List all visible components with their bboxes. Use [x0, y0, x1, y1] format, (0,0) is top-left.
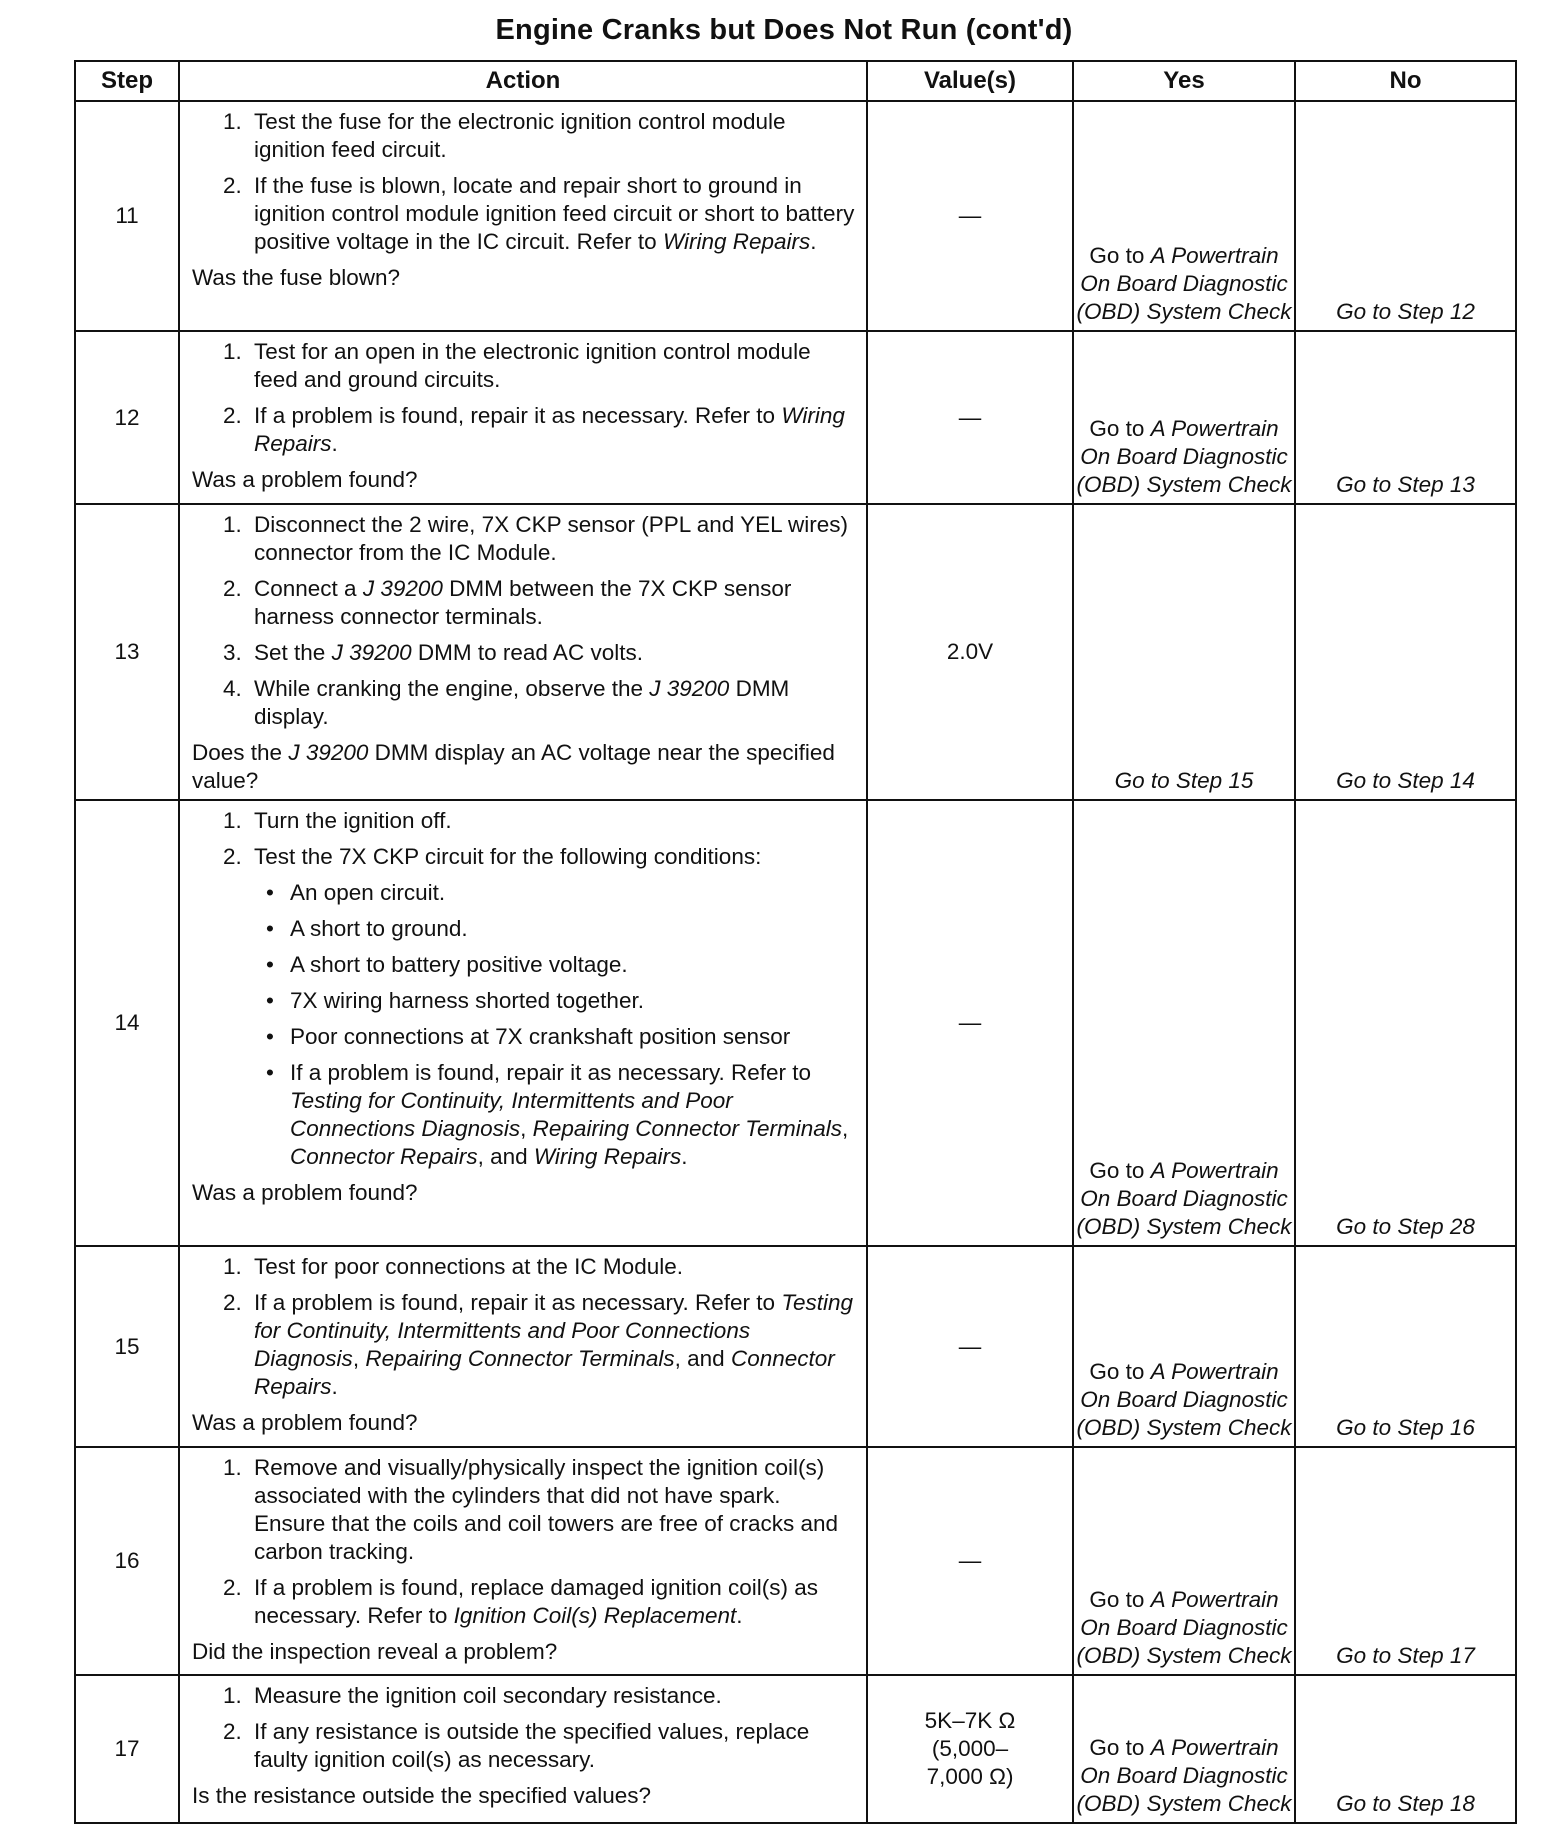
action-text: If a problem is found, repair it as necessary. Refer to: [254, 403, 782, 428]
reference-link: Wiring Repairs: [254, 403, 845, 456]
value-cell: —: [867, 101, 1073, 331]
action-item: [248, 843, 856, 1171]
reference-link: Repairing Connector Terminals: [532, 1116, 842, 1141]
action-text: Remove and visually/physically inspect the ignition coil(s) associated with the cylinders that did not have spark. Ensure that the coils and coil towers are free of cracks and carbon tracking.: [254, 1455, 839, 1564]
yes-cell: [1073, 1447, 1295, 1675]
no-cell: Go to Step 28: [1295, 800, 1516, 1246]
reference-link: Connector Repairs: [254, 1346, 835, 1399]
action-question: Does the J 39200 DMM display an AC voltage near the specified value?: [192, 740, 835, 793]
action-item: [248, 1718, 856, 1774]
action-text: While cranking the engine, observe the: [254, 676, 650, 701]
yes-reference: A Powertrain On Board Diagnostic (OBD) System Check: [1076, 416, 1292, 497]
reference-link: Wiring Repairs: [533, 1144, 682, 1169]
action-question: Was a problem found?: [192, 1180, 418, 1205]
step-number: 11: [75, 101, 179, 331]
action-item: [248, 1682, 856, 1710]
no-cell: Go to Step 13: [1295, 331, 1516, 504]
yes-go-text: Go to: [1089, 416, 1151, 441]
yes-reference: A Powertrain On Board Diagnostic (OBD) System Check: [1076, 1359, 1292, 1440]
yes-reference: A Powertrain On Board Diagnostic (OBD) System Check: [1076, 243, 1292, 324]
action-question: Did the inspection reveal a problem?: [192, 1639, 558, 1664]
table-row: [75, 101, 1516, 331]
action-item: [248, 1454, 856, 1566]
step-number: 15: [75, 1246, 179, 1447]
action-cell: [179, 1675, 867, 1823]
yes-go-text: Go to: [1089, 1587, 1151, 1612]
tool-name: J 39200: [649, 676, 730, 701]
step-number: 17: [75, 1675, 179, 1823]
header-no: No: [1295, 61, 1516, 101]
action-question: Is the resistance outside the specified values?: [192, 1783, 652, 1808]
yes-reference: A Powertrain On Board Diagnostic (OBD) System Check: [1076, 1587, 1292, 1668]
value-cell: —: [867, 331, 1073, 504]
action-cell: [179, 1447, 867, 1675]
action-text: DMM to read AC volts.: [411, 640, 643, 665]
page-title: Engine Cranks but Does Not Run (cont'd): [495, 14, 1073, 46]
action-question: Was the fuse blown?: [192, 265, 401, 290]
yes-cell: Go to Step 15: [1073, 504, 1295, 800]
condition-list: [254, 879, 856, 1171]
action-steps: [192, 807, 856, 1171]
yes-go-text: Go to: [1089, 1359, 1151, 1384]
action-question: Was a problem found?: [192, 1410, 418, 1435]
table-row: [75, 1246, 1516, 1447]
value-cell: —: [867, 800, 1073, 1246]
list-item: • Poor connections at 7X crankshaft position sensor: [286, 1023, 856, 1051]
list-item: • A short to ground.: [286, 915, 856, 943]
tool-name: J 39200: [362, 576, 443, 601]
yes-reference: A Powertrain On Board Diagnostic (OBD) System Check: [1076, 1735, 1292, 1816]
action-steps: [192, 1253, 856, 1401]
action-text: DMM between the 7X CKP sensor harness connector terminals.: [254, 576, 792, 629]
action-cell: [179, 101, 867, 331]
reference-link: Testing for Continuity, Intermittents and Poor Connections Diagnosis: [254, 1290, 854, 1371]
action-steps: [192, 108, 856, 256]
tool-name: J 39200: [288, 740, 369, 765]
action-item: [248, 639, 856, 667]
list-item: • If a problem is found, repair it as necessary. Refer to Testing for Continuity, Intermittents and Poor Connections Diagnosis, Repairing Connector Terminals, Connector Repairs, and Wiring Repairs.: [286, 1059, 856, 1171]
table-row: [75, 331, 1516, 504]
yes-go-text: Go to: [1089, 1735, 1151, 1760]
step-number: 16: [75, 1447, 179, 1675]
action-steps: [192, 338, 856, 458]
action-item: 2. If a problem is found, repair it as necessary. Refer to Testing for Continuity, Intermittents and Poor Connections Diagnosis, Repairing Connector Terminals, and Connector Repairs.: [248, 1289, 856, 1401]
action-item: [248, 807, 856, 835]
action-item: [248, 575, 856, 631]
yes-cell: [1073, 800, 1295, 1246]
action-item: [248, 338, 856, 394]
tool-name: J 39200: [331, 640, 412, 665]
yes-go-text: Go to: [1089, 243, 1151, 268]
value-line: 5K–7K Ω: [924, 1708, 1016, 1733]
reference-link: Ignition Coil(s) Replacement: [453, 1603, 737, 1628]
action-cell: [179, 800, 867, 1246]
no-cell: Go to Step 12: [1295, 101, 1516, 331]
action-text: Turn the ignition off.: [254, 808, 452, 833]
action-item: [248, 1253, 856, 1281]
action-text: DMM display.: [254, 676, 790, 729]
no-cell: Go to Step 16: [1295, 1246, 1516, 1447]
step-number: 14: [75, 800, 179, 1246]
yes-cell: [1073, 101, 1295, 331]
action-cell: [179, 504, 867, 800]
value-line: 7,000 Ω): [926, 1764, 1014, 1789]
yes-cell: [1073, 1675, 1295, 1823]
header-yes: Yes: [1073, 61, 1295, 101]
value-cell: [867, 1675, 1073, 1823]
action-text: If any resistance is outside the specified values, replace faulty ignition coil(s) as necessary.: [254, 1719, 810, 1772]
value-line: (5,000–: [931, 1736, 1009, 1761]
list-item: • An open circuit.: [286, 879, 856, 907]
no-cell: Go to Step 17: [1295, 1447, 1516, 1675]
no-cell: Go to Step 14: [1295, 504, 1516, 800]
header-action: Action: [179, 61, 867, 101]
value-cell: —: [867, 1447, 1073, 1675]
action-text: Test for poor connections at the IC Module.: [254, 1254, 683, 1279]
action-steps: [192, 511, 856, 731]
action-item: 2. If a problem is found, replace damaged ignition coil(s) as necessary. Refer to Ignition Coil(s) Replacement.: [248, 1574, 856, 1630]
action-text: If the fuse is blown, locate and repair short to ground in ignition control module ignition feed circuit or short to battery positive voltage in the IC circuit. Refer to: [254, 173, 855, 254]
reference-link: Wiring Repairs: [662, 229, 811, 254]
reference-link: Connector Repairs: [290, 1144, 478, 1169]
step-number: 13: [75, 504, 179, 800]
yes-cell: [1073, 1246, 1295, 1447]
action-steps: [192, 1454, 856, 1630]
action-item: 2. If a problem is found, repair it as necessary. Refer to Wiring Repairs.: [248, 402, 856, 458]
action-steps: [192, 1682, 856, 1774]
yes-go-text: Go to: [1089, 1158, 1151, 1183]
table-row: [75, 1447, 1516, 1675]
table-row: [75, 800, 1516, 1246]
diagnostic-table: [74, 60, 1517, 1824]
action-item: [248, 108, 856, 164]
action-text: Measure the ignition coil secondary resistance.: [254, 1683, 722, 1708]
action-text: Set the: [254, 640, 332, 665]
yes-reference: A Powertrain On Board Diagnostic (OBD) System Check: [1076, 1158, 1292, 1239]
action-cell: [179, 1246, 867, 1447]
value-cell: 2.0V: [867, 504, 1073, 800]
table-header-row: [75, 61, 1516, 101]
table-row: [75, 1675, 1516, 1823]
action-text: Test the fuse for the electronic ignition control module ignition feed circuit.: [254, 109, 786, 162]
action-text: Disconnect the 2 wire, 7X CKP sensor (PPL and YEL wires) connector from the IC Module.: [254, 512, 849, 565]
table-row: [75, 504, 1516, 800]
no-cell: Go to Step 18: [1295, 1675, 1516, 1823]
action-item: 2. If the fuse is blown, locate and repair short to ground in ignition control module ignition feed circuit or short to battery positive voltage in the IC circuit. Refer to Wiring Repairs.: [248, 172, 856, 256]
list-item: • 7X wiring harness shorted together.: [286, 987, 856, 1015]
action-text: Test the 7X CKP circuit for the following conditions:: [254, 844, 762, 869]
action-text: Connect a: [254, 576, 363, 601]
action-item: [248, 675, 856, 731]
reference-link: Repairing Connector Terminals: [365, 1346, 675, 1371]
value-cell: —: [867, 1246, 1073, 1447]
list-item: • A short to battery positive voltage.: [286, 951, 856, 979]
reference-link: Testing for Continuity, Intermittents and Poor Connections Diagnosis: [290, 1088, 733, 1141]
action-cell: [179, 331, 867, 504]
header-values: Value(s): [867, 61, 1073, 101]
action-item: [248, 511, 856, 567]
action-text: Test for an open in the electronic ignition control module feed and ground circuits.: [254, 339, 811, 392]
yes-cell: [1073, 331, 1295, 504]
header-step: Step: [75, 61, 179, 101]
action-question: Was a problem found?: [192, 467, 418, 492]
step-number: 12: [75, 331, 179, 504]
